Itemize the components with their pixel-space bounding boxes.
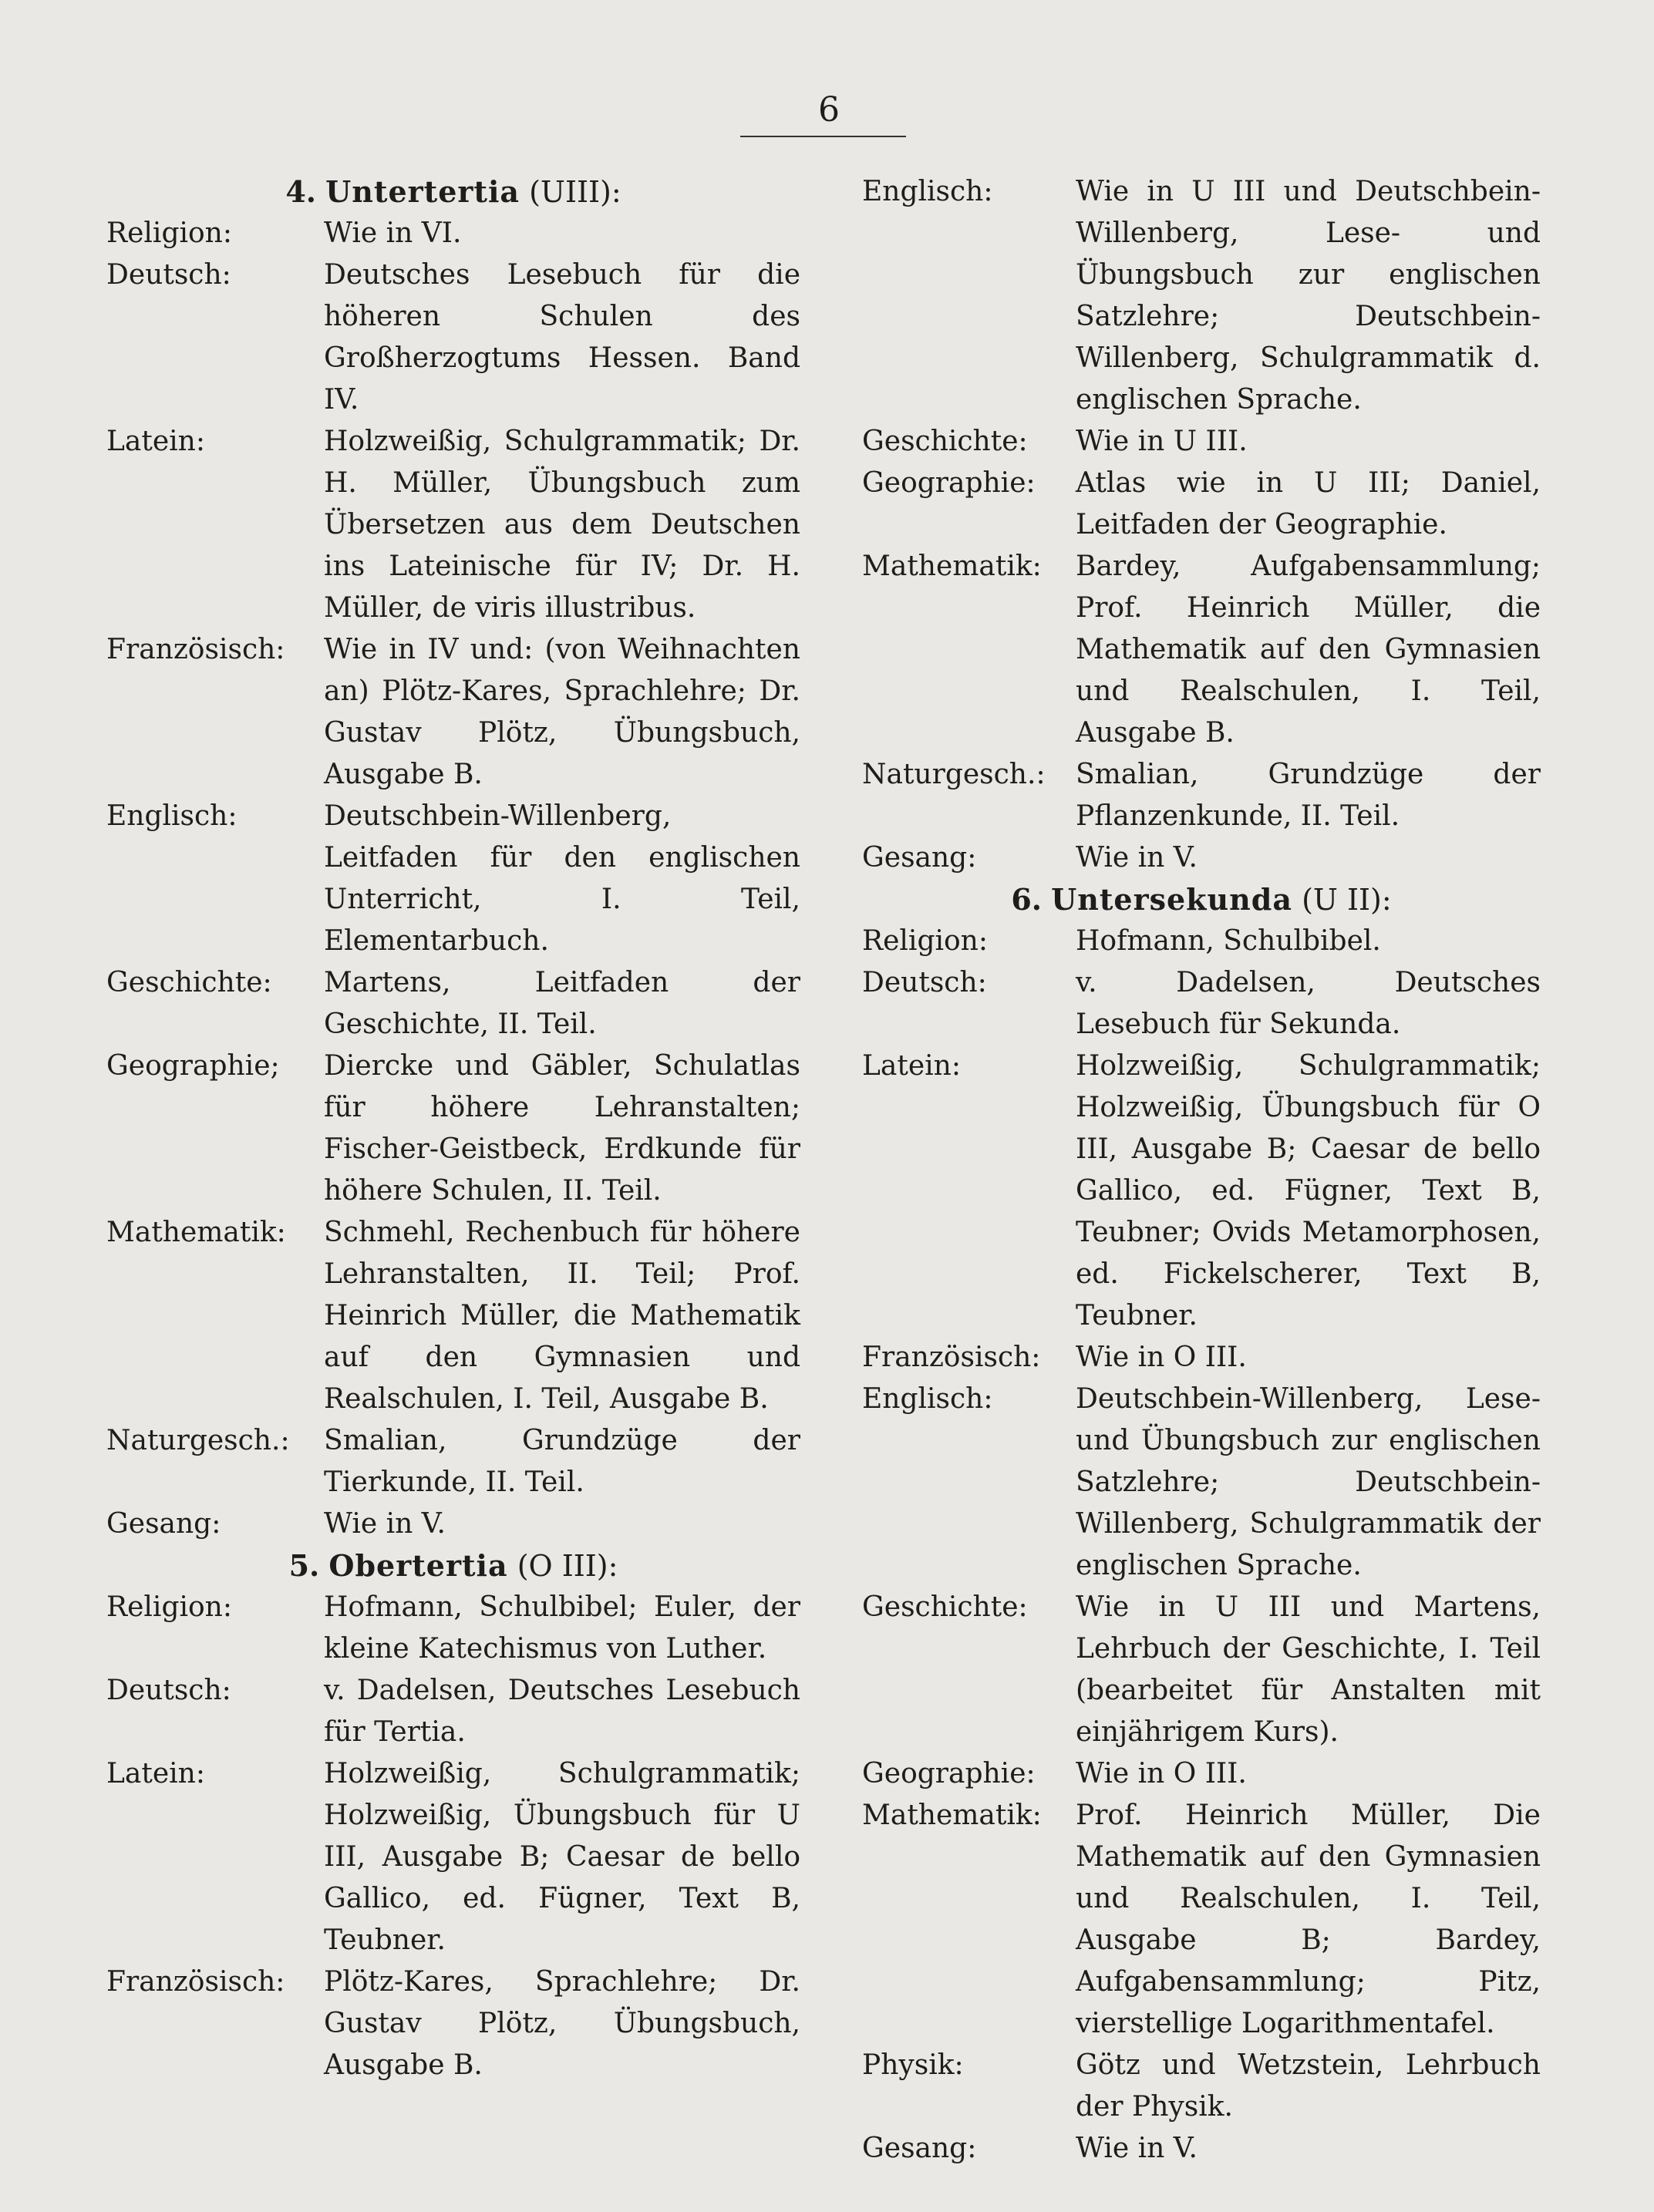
book-entry	[106, 1045, 800, 1212]
section-number: 6.	[1011, 882, 1042, 917]
book-entry	[106, 1420, 800, 1503]
book-entry	[106, 1961, 800, 2086]
book-entry	[862, 1337, 1541, 1379]
subject-label: Französisch:	[106, 634, 285, 665]
subject-label: Geschichte:	[106, 967, 272, 998]
book-list: Martens, Leitfaden der Geschichte, II. Teil.	[324, 967, 800, 1040]
book-entry	[862, 1587, 1541, 1753]
book-list: Bardey, Aufgabensammlung; Prof. Heinrich Müller, die Mathematik auf den Gymnasien und Realschulen, I. Teil, Ausgabe B.	[1076, 550, 1541, 749]
book-list: Diercke und Gäbler, Schulatlas für höhere Lehranstalten; Fischer-Geistbeck, Erdkunde für höhere Schulen, II. Teil.	[324, 1050, 800, 1207]
book-entry	[106, 1753, 800, 1961]
section-number: 4.	[285, 174, 317, 209]
book-entry	[106, 421, 800, 629]
book-list: v. Dadelsen, Deutsches Lesebuch für Sekunda.	[1076, 967, 1541, 1040]
subject-label: Gesang:	[862, 2133, 977, 2164]
subject-label: Englisch:	[862, 176, 993, 207]
book-entry	[106, 254, 800, 421]
book-entry	[106, 1212, 800, 1420]
book-entry	[106, 962, 800, 1045]
subject-label: Naturgesch.:	[862, 759, 1046, 790]
book-entry	[862, 171, 1541, 421]
book-list: Holzweißig, Schulgrammatik; Holzweißig, Übungsbuch für U III, Ausgabe B; Caesar de bello Gallico, ed. Fügner, Text B, Teubner.	[324, 1758, 800, 1956]
subject-label: Geschichte:	[862, 1591, 1028, 1623]
book-list: Wie in U III und Deutschbein-Willenberg, Lese- und Übungsbuch zur englischen Satzlehre; Deutschbein-Willenberg, Schulgrammatik d. englischen Sprache.	[1076, 176, 1541, 416]
book-list: Wie in O III.	[1076, 1758, 1247, 1789]
book-list: Wie in VI.	[324, 217, 462, 249]
book-entry	[862, 754, 1541, 837]
book-list: Smalian, Grundzüge der Pflanzenkunde, II. Teil.	[1076, 759, 1541, 832]
book-entry	[862, 2045, 1541, 2128]
book-list: Wie in IV und: (von Weihnachten an) Plötz-Kares, Sprachlehre; Dr. Gustav Plötz, Übungsbuch, Ausgabe B.	[324, 634, 800, 790]
subject-label: Latein:	[106, 1758, 205, 1789]
subject-label: Gesang:	[862, 842, 977, 874]
book-list: Hofmann, Schulbibel; Euler, der kleine Katechismus von Luther.	[324, 1591, 800, 1665]
subject-label: Latein:	[862, 1050, 961, 1082]
book-list: Deutschbein-Willenberg, Leitfaden für den englischen Unterricht, I. Teil, Elementarbuch.	[324, 800, 800, 957]
book-entry	[106, 1503, 800, 1545]
subject-label: Geographie;	[106, 1050, 280, 1082]
book-entry	[862, 2128, 1541, 2170]
subject-label: Deutsch:	[862, 967, 987, 998]
book-list: Götz und Wetzstein, Lehrbuch der Physik.	[1076, 2049, 1541, 2123]
subject-label: Deutsch:	[106, 1675, 231, 1706]
book-list: Smalian, Grundzüge der Tierkunde, II. Teil.	[324, 1425, 800, 1498]
subject-label: Geschichte:	[862, 426, 1028, 457]
book-list: Holzweißig, Schulgrammatik; Holzweißig, Übungsbuch für O III, Ausgabe B; Caesar de bello Gallico, ed. Fügner, Text B, Teubner; Ovids Metamorphosen, ed. Fickelscherer, Text B, Teubner.	[1076, 1050, 1541, 1332]
subject-label: Deutsch:	[106, 259, 231, 291]
subject-label: Religion:	[862, 925, 988, 957]
section-class-code: (UIII):	[529, 175, 622, 209]
subject-label: Englisch:	[106, 800, 237, 832]
book-list: Holzweißig, Schulgrammatik; Dr. H. Müller, Übungsbuch zum Übersetzen aus dem Deutschen ins Lateinische für IV; Dr. H. Müller, de viris illustribus.	[324, 426, 800, 624]
book-list: Wie in V.	[1076, 842, 1198, 874]
section-heading	[862, 879, 1541, 921]
subject-label: Geographie:	[862, 1758, 1036, 1789]
book-list: Deutsches Lesebuch für die höheren Schulen des Großherzogtums Hessen. Band IV.	[324, 259, 800, 416]
book-list: Atlas wie in U III; Daniel, Leitfaden der Geographie.	[1076, 467, 1541, 540]
subject-label: Religion:	[106, 1591, 232, 1623]
book-entry	[862, 962, 1541, 1045]
subject-label: Mathematik:	[106, 1217, 286, 1248]
book-list: Wie in V.	[1076, 2133, 1198, 2164]
subject-label: Englisch:	[862, 1383, 993, 1415]
subject-label: Gesang:	[106, 1508, 221, 1540]
book-entry	[862, 1379, 1541, 1587]
book-entry	[862, 1045, 1541, 1337]
subject-label: Französisch:	[106, 1966, 285, 1998]
subject-label: Physik:	[862, 2049, 964, 2081]
book-entry	[862, 837, 1541, 879]
book-list: Wie in U III und Martens, Lehrbuch der Geschichte, I. Teil (bearbeitet für Anstalten mit einjährigem Kurs).	[1076, 1591, 1541, 1748]
right-column	[862, 171, 1541, 2170]
book-list: Wie in V.	[324, 1508, 446, 1540]
section-name: Untersekunda	[1051, 882, 1292, 917]
book-list: Wie in O III.	[1076, 1342, 1247, 1373]
subject-label: Latein:	[106, 426, 205, 457]
page-number: 6	[818, 90, 840, 130]
section-heading	[106, 171, 800, 213]
book-list: v. Dadelsen, Deutsches Lesebuch für Tertia.	[324, 1675, 800, 1748]
book-entry	[862, 1753, 1541, 1795]
section-class-code: (U II):	[1302, 883, 1392, 917]
book-entry	[862, 421, 1541, 463]
section-number: 5.	[288, 1548, 320, 1583]
book-entry	[862, 463, 1541, 546]
book-entry	[862, 921, 1541, 962]
book-list: Schmehl, Rechenbuch für höhere Lehranstalten, II. Teil; Prof. Heinrich Müller, die Mathematik auf den Gymnasien und Realschulen, I. Teil, Ausgabe B.	[324, 1217, 800, 1415]
book-list: Wie in U III.	[1076, 426, 1248, 457]
section-class-code: (O III):	[517, 1549, 618, 1583]
subject-label: Naturgesch.:	[106, 1425, 290, 1456]
book-entry	[106, 1670, 800, 1753]
page-number-rule	[740, 136, 906, 137]
subject-label: Französisch:	[862, 1342, 1041, 1373]
section-name: Untertertia	[325, 174, 520, 209]
left-column	[106, 171, 800, 2086]
book-entry	[106, 629, 800, 796]
book-list: Plötz-Kares, Sprachlehre; Dr. Gustav Plötz, Übungsbuch, Ausgabe B.	[324, 1966, 800, 2081]
book-list: Deutschbein-Willenberg, Lese- und Übungsbuch zur englischen Satzlehre; Deutschbein-Willenberg, Schulgrammatik der englischen Sprache.	[1076, 1383, 1541, 1581]
book-entry	[862, 1795, 1541, 2045]
section-name: Obertertia	[328, 1548, 508, 1583]
subject-label: Mathematik:	[862, 550, 1042, 582]
book-list: Hofmann, Schulbibel.	[1076, 925, 1381, 957]
subject-label: Geographie:	[862, 467, 1036, 499]
book-list: Prof. Heinrich Müller, Die Mathematik auf den Gymnasien und Realschulen, I. Teil, Ausgabe B; Bardey, Aufgabensammlung; Pitz, vierstellige Logarithmentafel.	[1076, 1800, 1541, 2039]
book-entry	[106, 213, 800, 254]
book-entry	[862, 546, 1541, 754]
subject-label: Religion:	[106, 217, 232, 249]
section-heading	[106, 1545, 800, 1587]
subject-label: Mathematik:	[862, 1800, 1042, 1831]
book-entry	[106, 1587, 800, 1670]
book-entry	[106, 796, 800, 962]
